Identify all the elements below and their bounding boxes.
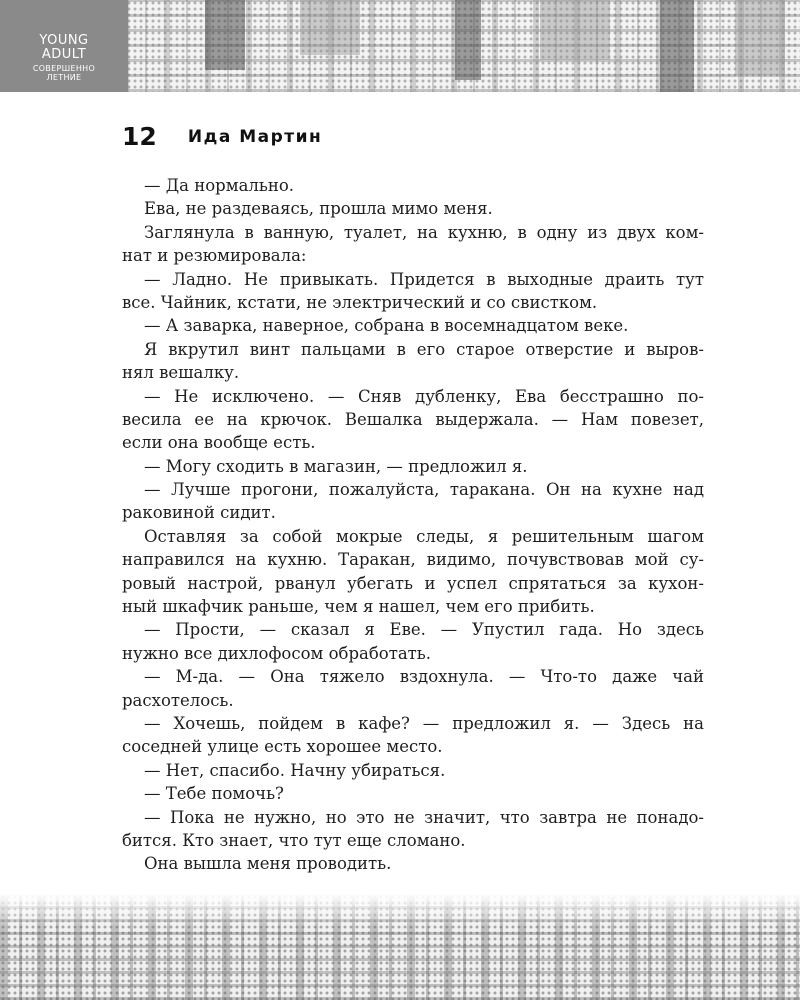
logo-line-subtitle: СОВЕРШЕННО — [32, 64, 96, 73]
text-line: Я вкрутил винт пальцами в его старое отверстие и выров- — [144, 339, 704, 359]
text-line: Оставляя за собой мокрые следы, я решительным шагом — [144, 526, 704, 546]
text-line: ровый настрой, рванул убегать и успел спрятаться за кухон- — [122, 573, 704, 593]
series-logo — [0, 0, 128, 92]
building-silhouette — [540, 0, 610, 60]
text-line: нужно все дихлофосом обработать. — [122, 643, 432, 663]
building-silhouette — [660, 0, 694, 92]
text-line: — Пока не нужно, но это не значит, что завтра не понадо- — [144, 807, 704, 827]
bottom-decorative-banner — [0, 894, 800, 1000]
text-line: расхотелось. — [122, 690, 234, 710]
banner-fade — [0, 894, 800, 928]
text-line: — Тебе помочь? — [144, 784, 284, 804]
page-body-text — [122, 174, 704, 876]
text-line: Ева, не раздеваясь, прошла мимо меня. — [144, 199, 493, 219]
text-line: весила ее на крючок. Вешалка выдержала. — Нам повезет, — [122, 409, 704, 429]
text-line: направился на кухню. Таракан, видимо, почувствовав мой су- — [122, 550, 704, 570]
text-line: — А заварка, наверное, собрана в восемнадцатом веке. — [144, 316, 629, 336]
text-line: — Лучше прогони, пожалуйста, таракана. Он на кухне над — [144, 480, 704, 500]
top-decorative-banner — [0, 0, 800, 92]
text-line: нат и резюмировала: — [122, 246, 307, 266]
text-line: нял вешалку. — [122, 363, 240, 383]
building-silhouette — [300, 0, 360, 55]
text-line: Она вышла меня проводить. — [144, 854, 392, 874]
text-line: — М-да. — Она тяжело вздохнула. — Что-то даже чай — [144, 667, 704, 687]
text-line: все. Чайник, кстати, не электрический и со свистком. — [122, 292, 598, 312]
logo-line-adult: ADULT — [41, 47, 87, 62]
text-line: — Да нормально. — [144, 176, 295, 195]
text-line: — Хочешь, пойдем в кафе? — предложил я. — Здесь на — [144, 713, 704, 733]
text-line: — Нет, спасибо. Начну убираться. — [144, 760, 446, 780]
text-line: Заглянула в ванную, туалет, на кухню, в одну из двух ком- — [144, 222, 704, 242]
building-silhouette — [455, 0, 481, 80]
author-name: Ида Мартин — [187, 127, 323, 147]
text-line: бится. Кто знает, что тут еще сломано. — [122, 830, 466, 850]
building-silhouette — [205, 0, 245, 70]
text-line: раковиной сидит. — [122, 503, 276, 523]
text-line: если она вообще есть. — [122, 433, 316, 453]
logo-line-subtitle: ЛЕТНИЕ — [46, 73, 82, 82]
running-head — [122, 122, 322, 154]
logo-line-young: YOUNG — [39, 33, 89, 48]
text-line: — Могу сходить в магазин, — предложил я. — [144, 456, 528, 476]
text-line: соседней улице есть хорошее место. — [122, 737, 443, 757]
text-line: ный шкафчик раньше, чем я нашел, чем его прибить. — [122, 597, 595, 617]
text-line: — Ладно. Не привыкать. Придется в выходные драить тут — [144, 269, 704, 289]
text-line: — Прости, — сказал я Еве. — Упустил гада. Но здесь — [144, 620, 704, 640]
page-number: 12 — [122, 122, 157, 151]
building-silhouette — [735, 0, 785, 75]
text-line: — Не исключено. — Сняв дубленку, Ева бесстрашно по- — [144, 386, 704, 406]
